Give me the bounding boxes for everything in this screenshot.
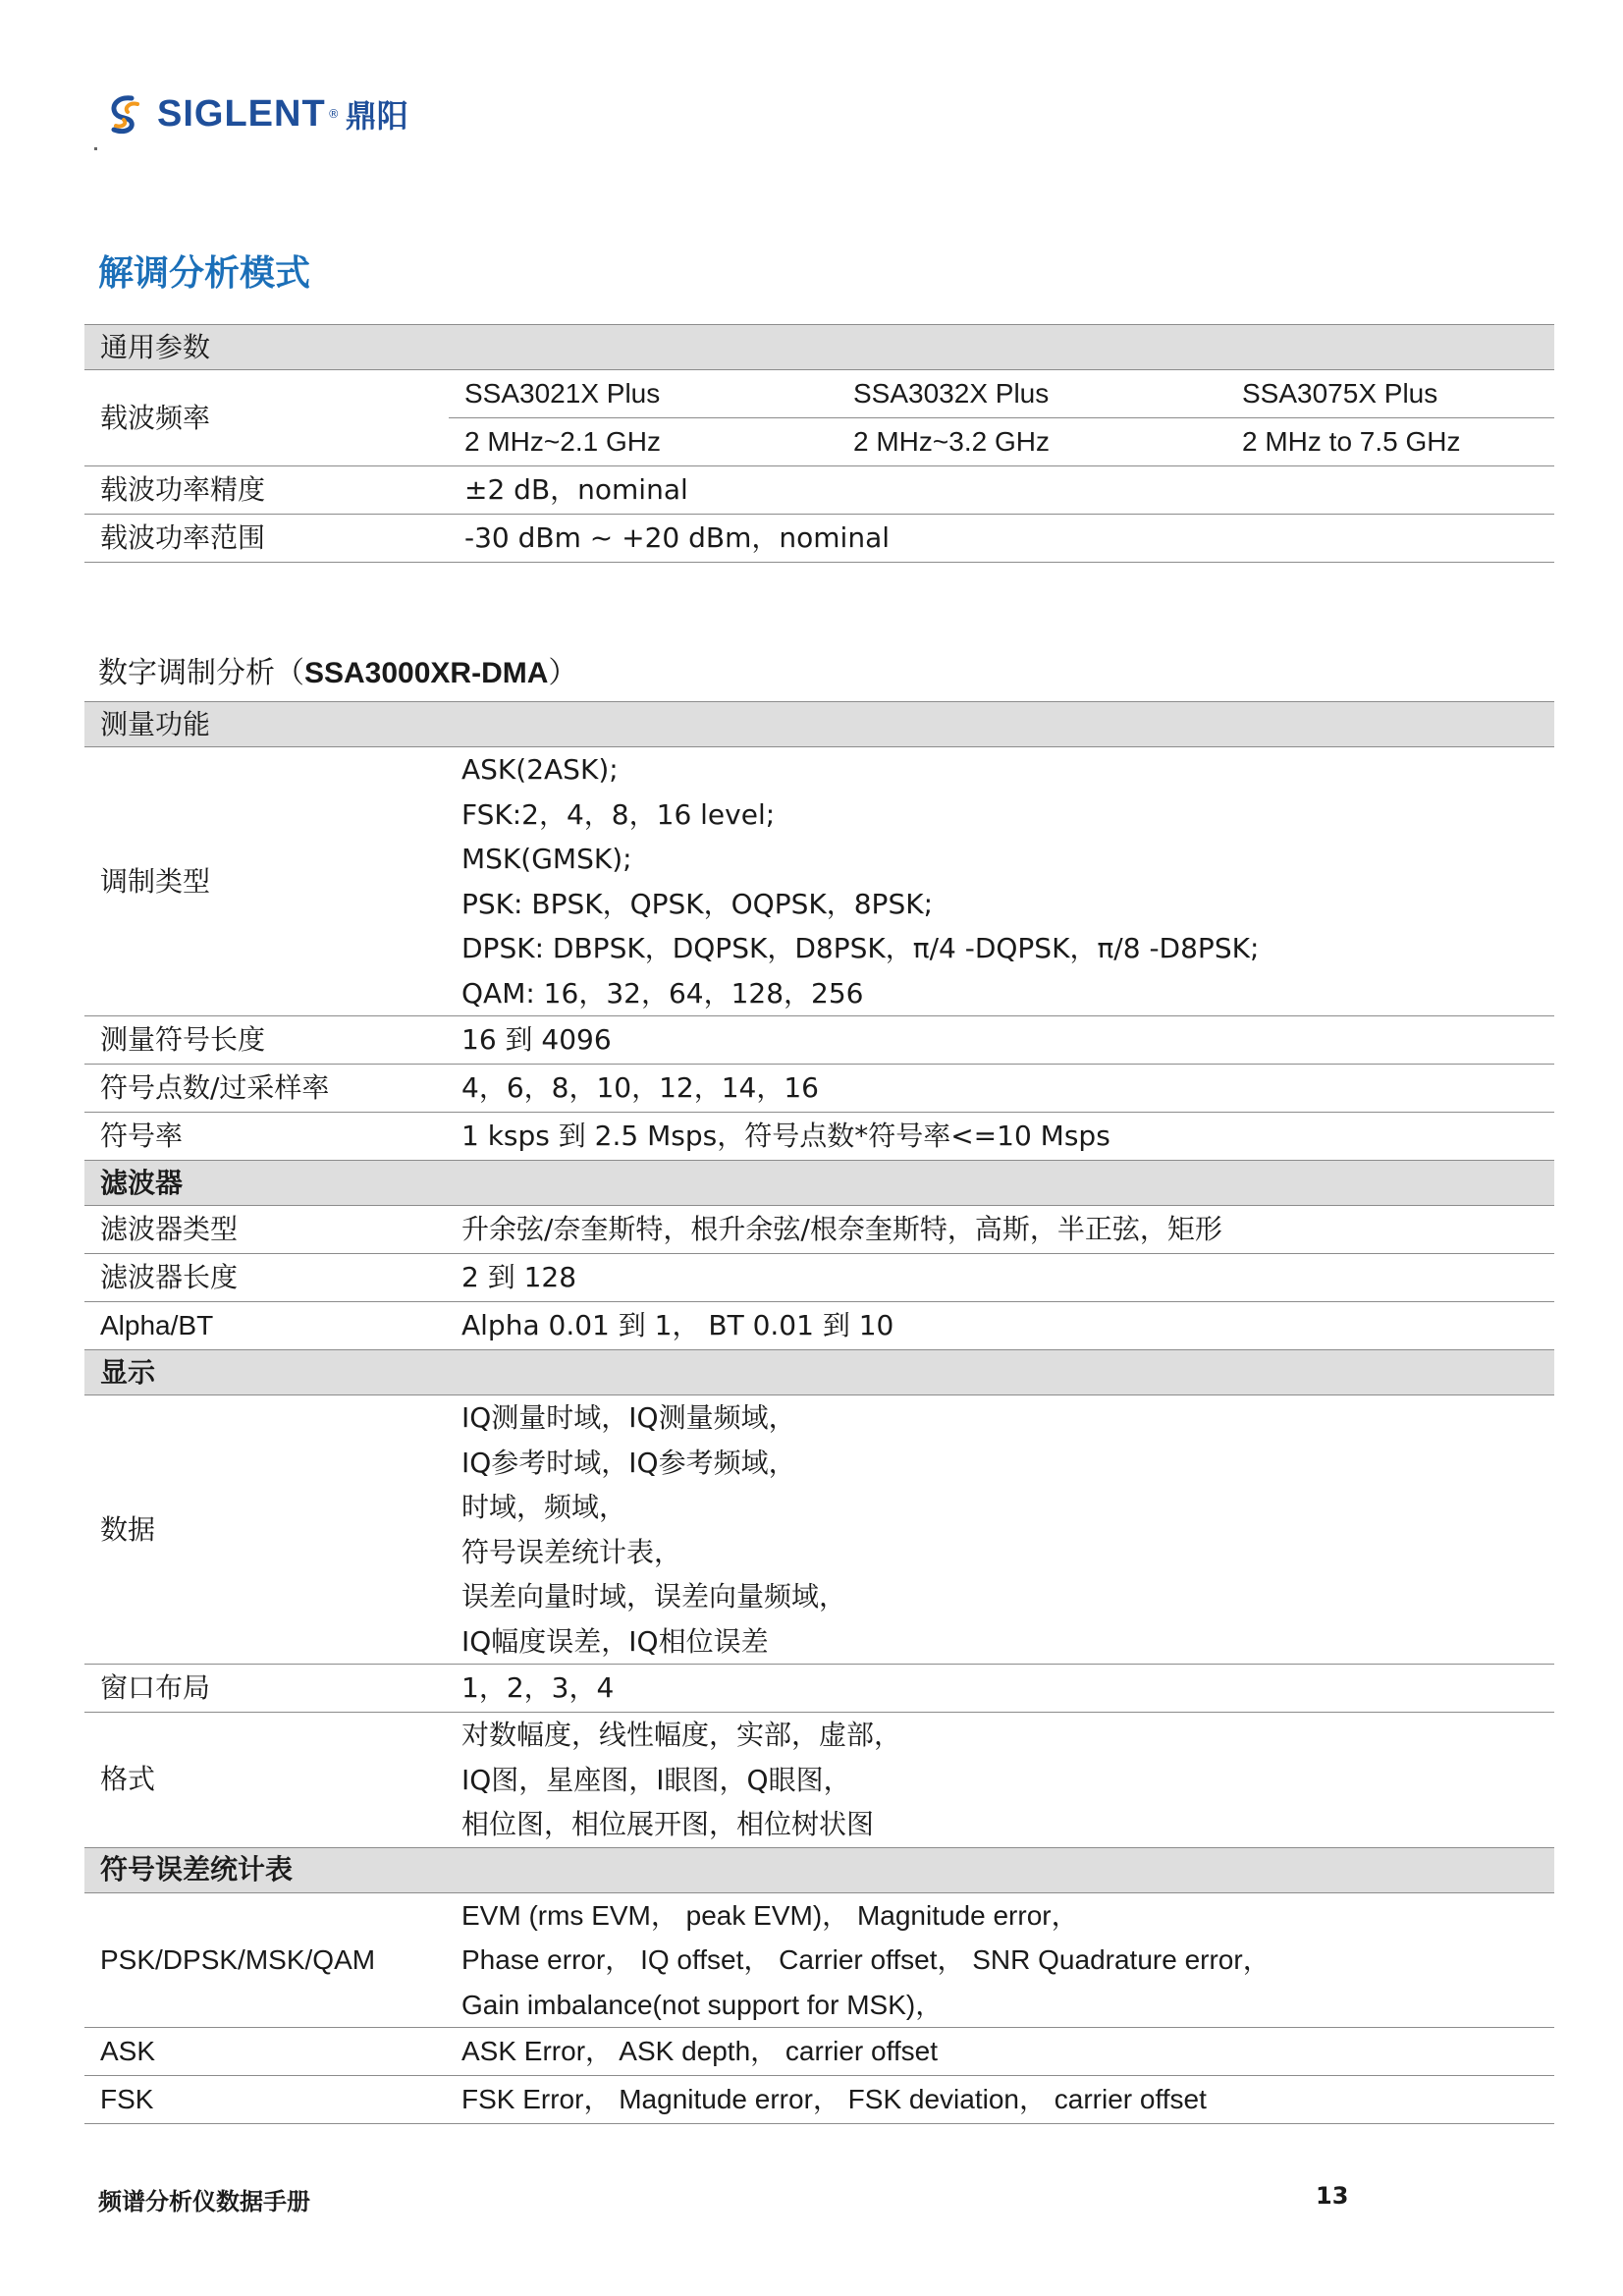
mod-type-item: QAM: 16，32，64，128，256	[461, 976, 864, 1010]
table-row	[84, 1113, 1554, 1161]
mod-type-item: MSK(GMSK);	[461, 843, 632, 875]
data-item: 误差向量时域，误差向量频域，	[461, 1580, 847, 1613]
range-value: -30 dBm ~ +20 dBm，nominal	[449, 515, 1554, 563]
psk-label: PSK/DPSK/MSK/QAM	[84, 1892, 450, 2028]
oversample-label: 符号点数/过采样率	[84, 1065, 450, 1113]
decorative-dot	[94, 147, 97, 150]
filter-type-label: 滤波器类型	[84, 1206, 450, 1254]
mod-type-item: DPSK: DBPSK，DQPSK，D8PSK，π/4 -DQPSK，π/8 -D8PSK;	[461, 932, 1260, 964]
format-values	[450, 1713, 1554, 1848]
page-number: 13	[1316, 2182, 1349, 2210]
mod-type-label: 调制类型	[84, 747, 450, 1016]
general-params-table	[84, 324, 1554, 563]
table-header-row	[84, 325, 1554, 370]
measure-section-header: 测量功能	[84, 702, 1554, 747]
dma-title-code: SSA3000XR-DMA	[304, 657, 549, 689]
logo-chinese: 鼎阳	[345, 97, 408, 135]
freq-2: 2 MHz~3.2 GHz	[838, 418, 1226, 466]
dma-section-title	[98, 648, 577, 691]
logo-registered-mark: ®	[327, 107, 340, 121]
symbol-rate-label: 符号率	[84, 1113, 450, 1161]
mod-type-item: ASK(2ASK);	[461, 753, 619, 786]
range-label: 载波功率范围	[84, 515, 449, 563]
fsk-label: FSK	[84, 2076, 450, 2124]
filter-section-header: 滤波器	[84, 1161, 1554, 1206]
model-3: SSA3075X Plus	[1226, 370, 1554, 418]
table-row	[84, 2028, 1554, 2076]
table-row	[84, 2076, 1554, 2124]
siglent-swirl-icon	[102, 90, 149, 137]
format-item: IQ图，星座图，I眼图，Q眼图，	[461, 1763, 851, 1796]
data-label: 数据	[84, 1395, 450, 1665]
carrier-freq-label: 载波频率	[84, 370, 449, 466]
dma-title-close: ）	[548, 656, 578, 690]
filter-len-value: 2 到 128	[450, 1254, 1554, 1302]
mod-type-values	[450, 747, 1554, 1016]
layout-label: 窗口布局	[84, 1665, 450, 1713]
mod-type-item: PSK: BPSK，QPSK，OQPSK，8PSK;	[461, 887, 934, 920]
format-item: 相位图，相位展开图，相位树状图	[461, 1808, 875, 1840]
data-item: IQ幅度误差，IQ相位误差	[461, 1624, 769, 1658]
freq-1: 2 MHz~2.1 GHz	[449, 418, 838, 466]
table-row	[84, 370, 1554, 418]
freq-3: 2 MHz to 7.5 GHz	[1226, 418, 1554, 466]
display-section-header: 显示	[84, 1350, 1554, 1395]
data-values	[450, 1395, 1554, 1665]
table-row	[84, 1016, 1554, 1065]
alpha-value: Alpha 0.01 到 1， BT 0.01 到 10	[450, 1302, 1554, 1350]
logo-brand: SIGLENT	[157, 92, 326, 135]
psk-item: Gain imbalance(not support for MSK)，	[461, 1989, 944, 2020]
general-header: 通用参数	[84, 325, 1554, 370]
section-header-row	[84, 702, 1554, 747]
accuracy-value: ±2 dB，nominal	[449, 466, 1554, 515]
section-header-row	[84, 1847, 1554, 1892]
data-item: 符号误差统计表，	[461, 1535, 682, 1568]
psk-item: Phase error， IQ offset， Carrier offset， SNR Quadrature error，	[461, 1944, 1271, 1975]
table-row	[84, 1254, 1554, 1302]
table-row	[84, 747, 1554, 1016]
filter-len-label: 滤波器长度	[84, 1254, 450, 1302]
table-row	[84, 515, 1554, 563]
accuracy-label: 载波功率精度	[84, 466, 449, 515]
table-row	[84, 466, 1554, 515]
data-item: 时域，频域，	[461, 1491, 627, 1523]
psk-item: EVM (rms EVM， peak EVM)， Magnitude error，	[461, 1899, 1079, 1931]
table-row	[84, 1713, 1554, 1848]
stats-section-header: 符号误差统计表	[84, 1847, 1554, 1892]
table-row	[84, 1206, 1554, 1254]
format-item: 对数幅度，线性幅度，实部，虚部，	[461, 1719, 902, 1751]
table-row	[84, 1892, 1554, 2028]
table-row	[84, 1065, 1554, 1113]
mod-type-item: FSK:2，4，8，16 level;	[461, 797, 776, 831]
footer-title: 频谱分析仪数据手册	[98, 2188, 310, 2215]
symbol-rate-value: 1 ksps 到 2.5 Msps，符号点数*符号率<=10 Msps	[450, 1113, 1554, 1161]
section-header-row	[84, 1161, 1554, 1206]
section-header-row	[84, 1350, 1554, 1395]
siglent-logo	[102, 86, 408, 141]
symbol-len-value: 16 到 4096	[450, 1016, 1554, 1065]
filter-type-value: 升余弦/奈奎斯特，根升余弦/根奈奎斯特，高斯，半正弦，矩形	[450, 1206, 1554, 1254]
ask-label: ASK	[84, 2028, 450, 2076]
table-row	[84, 1302, 1554, 1350]
layout-value: 1，2，3，4	[450, 1665, 1554, 1713]
model-1: SSA3021X Plus	[449, 370, 838, 418]
page-title: 解调分析模式	[98, 253, 311, 294]
symbol-len-label: 测量符号长度	[84, 1016, 450, 1065]
dma-title-cn: 数字调制分析（	[98, 656, 304, 690]
psk-values	[450, 1892, 1554, 2028]
fsk-value: FSK Error， Magnitude error， FSK deviation， carrier offset	[450, 2076, 1554, 2124]
ask-value: ASK Error， ASK depth， carrier offset	[450, 2028, 1554, 2076]
data-item: IQ测量时域，IQ测量频域，	[461, 1401, 796, 1434]
format-label: 格式	[84, 1713, 450, 1848]
alpha-label: Alpha/BT	[84, 1302, 450, 1350]
table-row	[84, 1665, 1554, 1713]
table-row	[84, 1395, 1554, 1665]
oversample-value: 4，6，8，10，12，14，16	[450, 1065, 1554, 1113]
model-2: SSA3032X Plus	[838, 370, 1226, 418]
dma-table	[84, 701, 1554, 2124]
data-item: IQ参考时域，IQ参考频域，	[461, 1446, 796, 1479]
